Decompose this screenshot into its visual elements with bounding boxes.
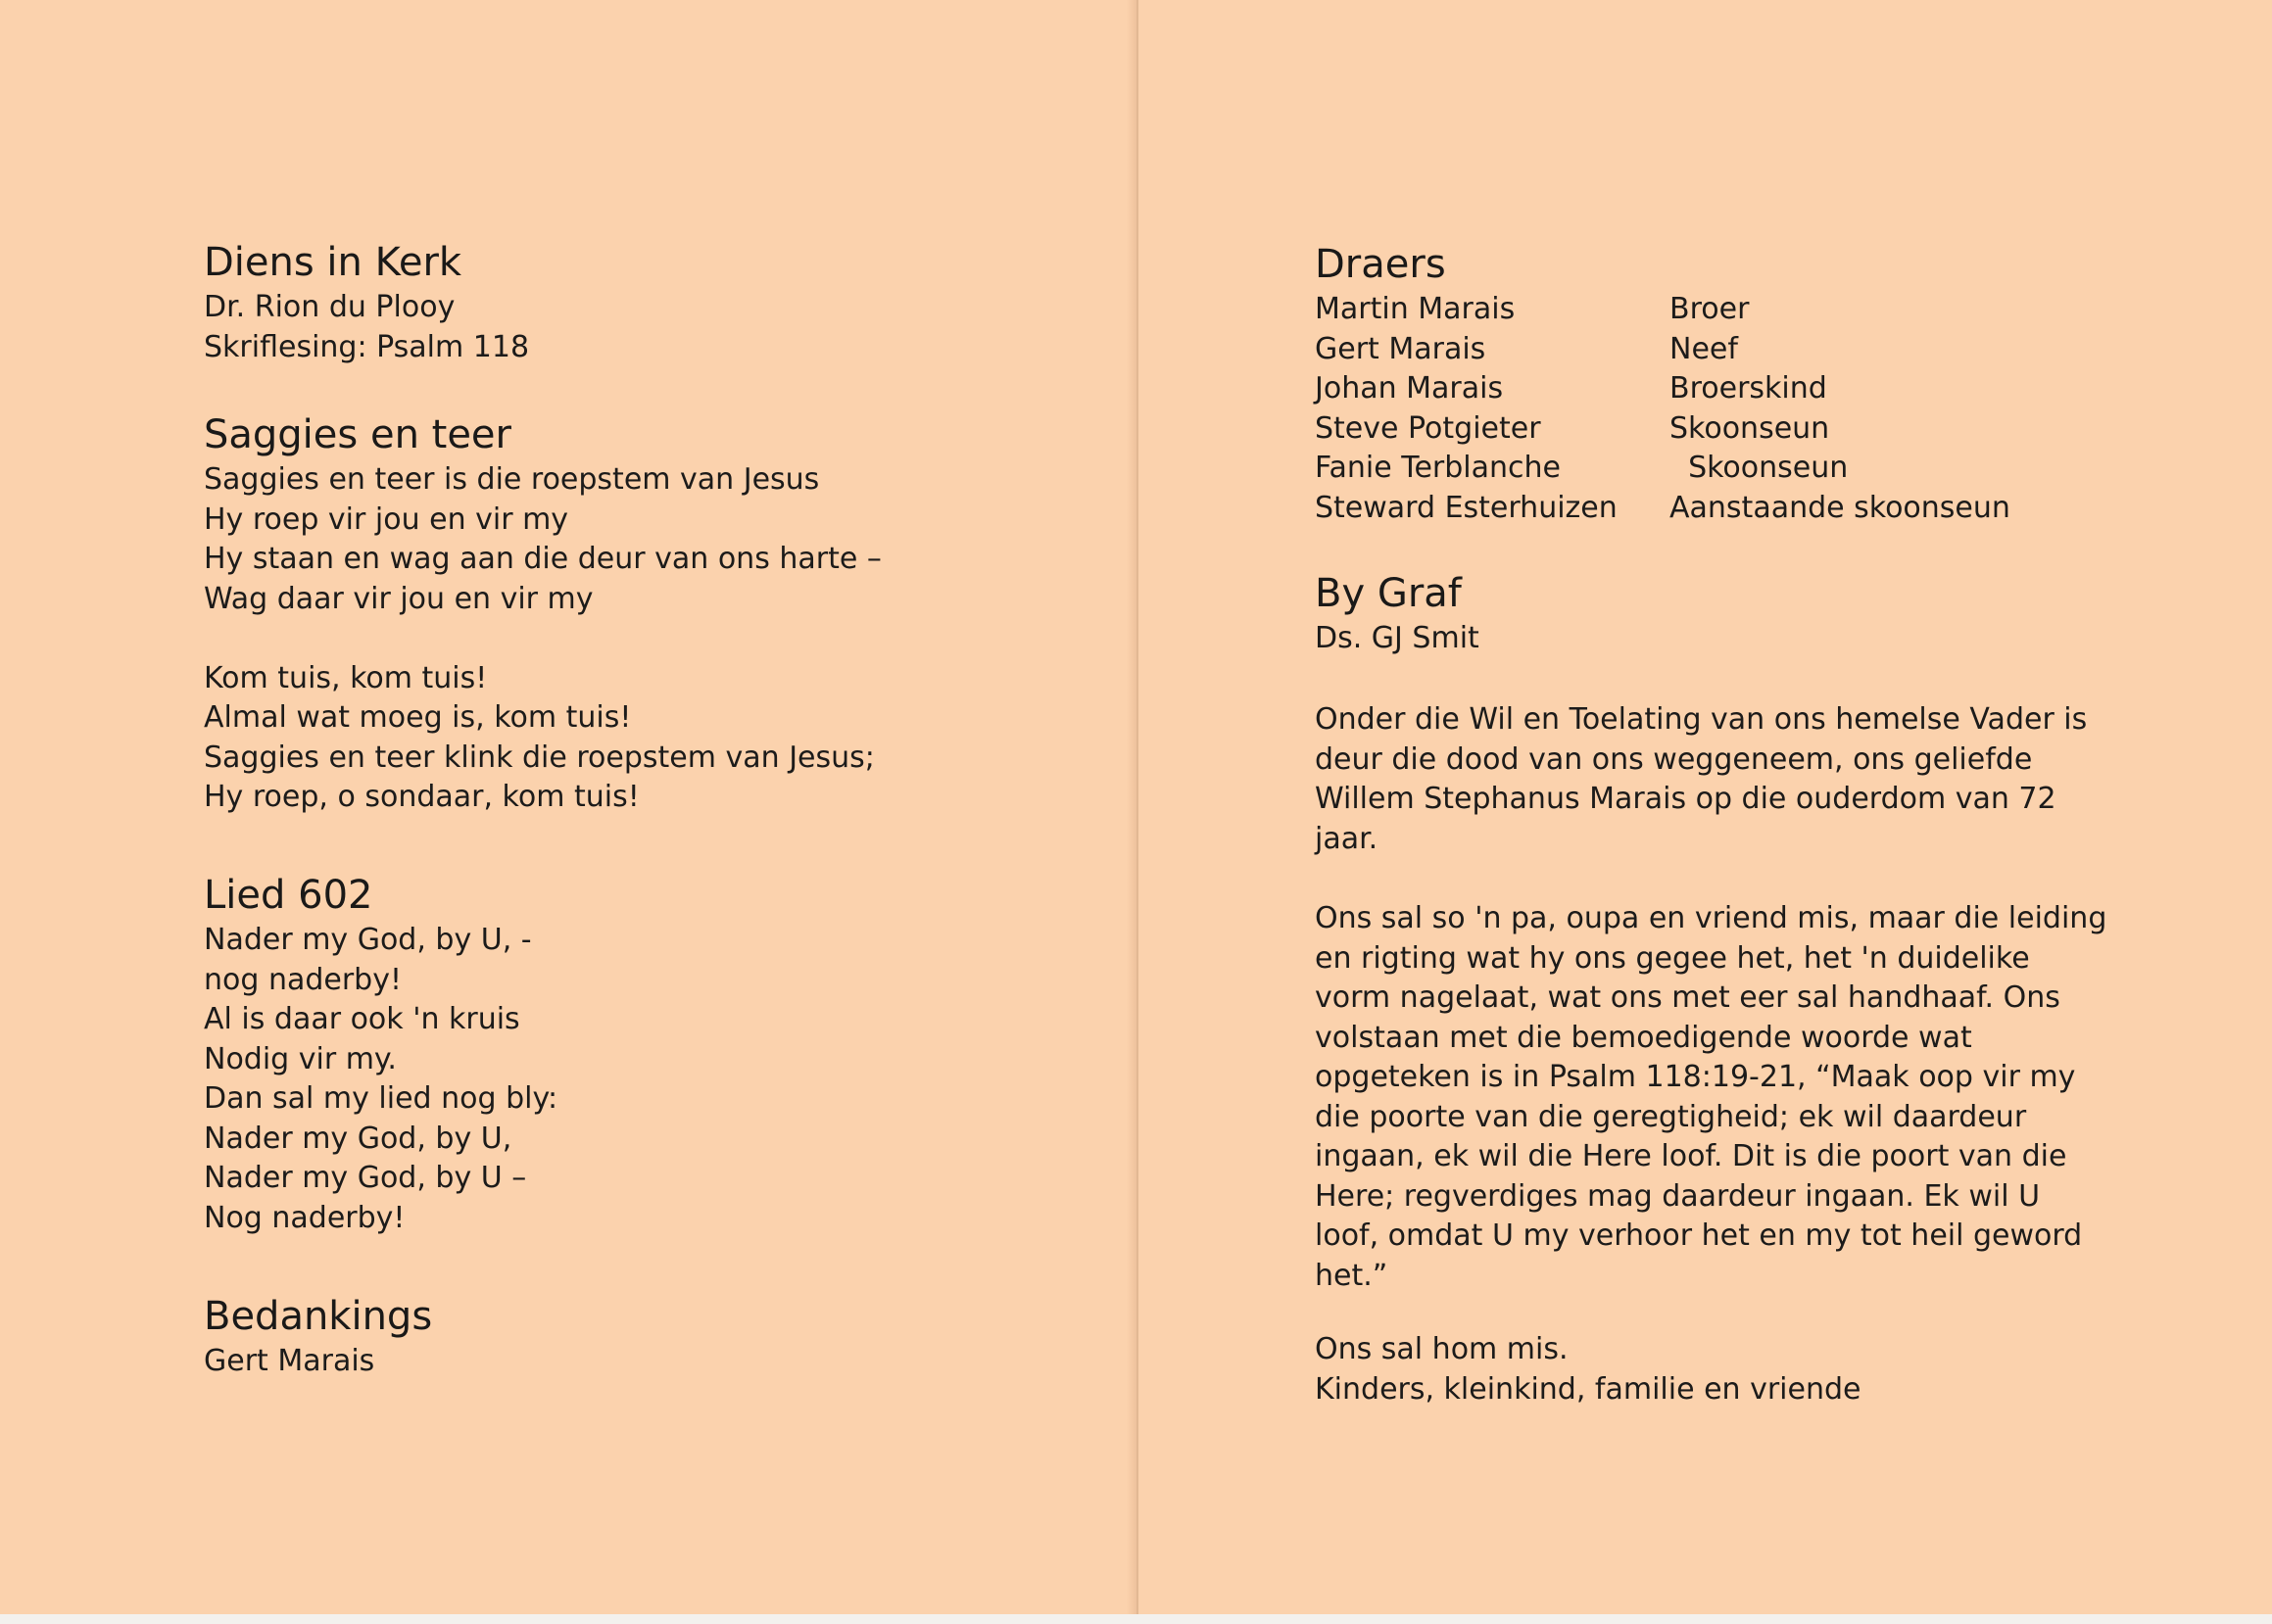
section-thanks [204,1291,432,1382]
service-line: Skriflesing: Psalm 118 [204,329,530,364]
section-heading: Draers [1315,242,1446,287]
section-bearers [1315,239,2010,528]
bearer-relation: Skoonseun [1669,410,1830,446]
hymn-line: Saggies en teer is die roepstem van Jesus [204,462,820,497]
hymn-line: Hy staan en wag aan die deur van ons harte – [204,542,882,576]
bearer-relation: Broer [1669,292,1750,326]
hymn-line: Wag daar vir jou en vir my [204,581,594,616]
bearer-row [1315,290,2010,330]
tribute-line: loof, omdat U my verhoor het en my tot heil geword [1315,1218,2083,1253]
bearer-relation: Neef [1669,331,1738,366]
bearer-name: Fanie Terblanche [1315,451,1561,485]
hymn-line: Nader my God, by U, - [204,923,532,957]
bearer-name: Martin Marais [1315,292,1516,326]
hymn-line: Nader my God, by U – [204,1161,527,1195]
service-line: Dr. Rion du Plooy [204,290,456,324]
hymn-line: Dan sal my lied nog bly: [204,1081,558,1116]
section-heading: Lied 602 [204,873,373,918]
center-fold [1136,0,1138,1614]
section-closing [1315,1330,1861,1409]
notice-line: Onder die Wil en Toelating van ons hemelse Vader is [1315,702,2088,737]
hymn-line: Al is daar ook 'n kruis [204,1002,520,1036]
bearer-name: Johan Marais [1315,371,1504,406]
hymn-line: Nodig vir my. [204,1041,397,1076]
bearer-name: Steward Esterhuizen [1315,490,1618,525]
section-hymn-saggies [204,409,882,818]
bearer-row [1315,489,2010,529]
hymn-line: nog naderby! [204,962,403,997]
section-notice [1315,700,2087,859]
bearer-name: Steve Potgieter [1315,410,1541,446]
section-heading: By Graf [1315,571,1462,616]
grave-line: Ds. GJ Smit [1315,621,1479,655]
hymn-line: Saggies en teer klink die roepstem van Jesus; [204,740,875,775]
bearers-list [1315,290,2010,528]
bearer-row [1315,369,2010,409]
section-church-service [204,237,529,367]
tribute-line: opgeteken is in Psalm 118:19-21, “Maak oop vir my [1315,1060,2076,1094]
tribute-line: vorm nagelaat, wat ons met eer sal handhaaf. Ons [1315,980,2060,1015]
tribute-line: Here; regverdiges mag daardeur ingaan. Ek wil U [1315,1178,2041,1214]
section-heading: Saggies en teer [204,412,511,457]
closing-line: Ons sal hom mis. [1315,1332,1569,1366]
tribute-line: volstaan met die bemoedigende woorde wat [1315,1020,1972,1055]
bearer-row [1315,449,2010,489]
bearer-row [1315,409,2010,450]
section-heading: Bedankings [204,1294,433,1339]
section-hymn-602 [204,870,557,1238]
closing-line: Kinders, kleinkind, familie en vriende [1315,1371,1861,1407]
tribute-line: en rigting wat hy ons gegee het, het 'n duidelike [1315,940,2030,976]
hymn-line: Kom tuis, kom tuis! [204,660,488,695]
scan-bottom-edge [0,1614,2272,1624]
hymn-line: Nog naderby! [204,1200,406,1235]
hymn-line: Nader my God, by U, [204,1121,512,1156]
hymn-line: Hy roep, o sondaar, kom tuis! [204,780,640,814]
tribute-line: die poorte van die geregtigheid; ek wil daardeur [1315,1099,2027,1134]
bearer-relation: Broerskind [1669,371,1827,406]
fold-shadow [1127,0,1136,1614]
tribute-line: ingaan, ek wil die Here loof. Dit is die poort van die [1315,1139,2067,1173]
bearer-relation: Aanstaande skoonseun [1669,490,2010,525]
notice-line: Willem Stephanus Marais op die ouderdom van 72 [1315,782,2056,816]
section-tribute [1315,899,2106,1296]
notice-line: deur die dood van ons weggeneem, ons geliefde [1315,741,2033,777]
thanks-line: Gert Marais [204,1344,375,1378]
tribute-line: het.” [1315,1258,1388,1293]
notice-line: jaar. [1315,821,1378,856]
section-at-grave [1315,568,1479,659]
hymn-line: Hy roep vir jou en vir my [204,502,569,537]
bearer-row [1315,330,2010,370]
tribute-line: Ons sal so 'n pa, oupa en vriend mis, maar die leiding [1315,901,2107,935]
bearer-name: Gert Marais [1315,331,1486,366]
bearer-relation: Skoonseun [1669,451,1849,485]
hymn-line: Almal wat moeg is, kom tuis! [204,700,632,735]
section-heading: Diens in Kerk [204,240,462,285]
